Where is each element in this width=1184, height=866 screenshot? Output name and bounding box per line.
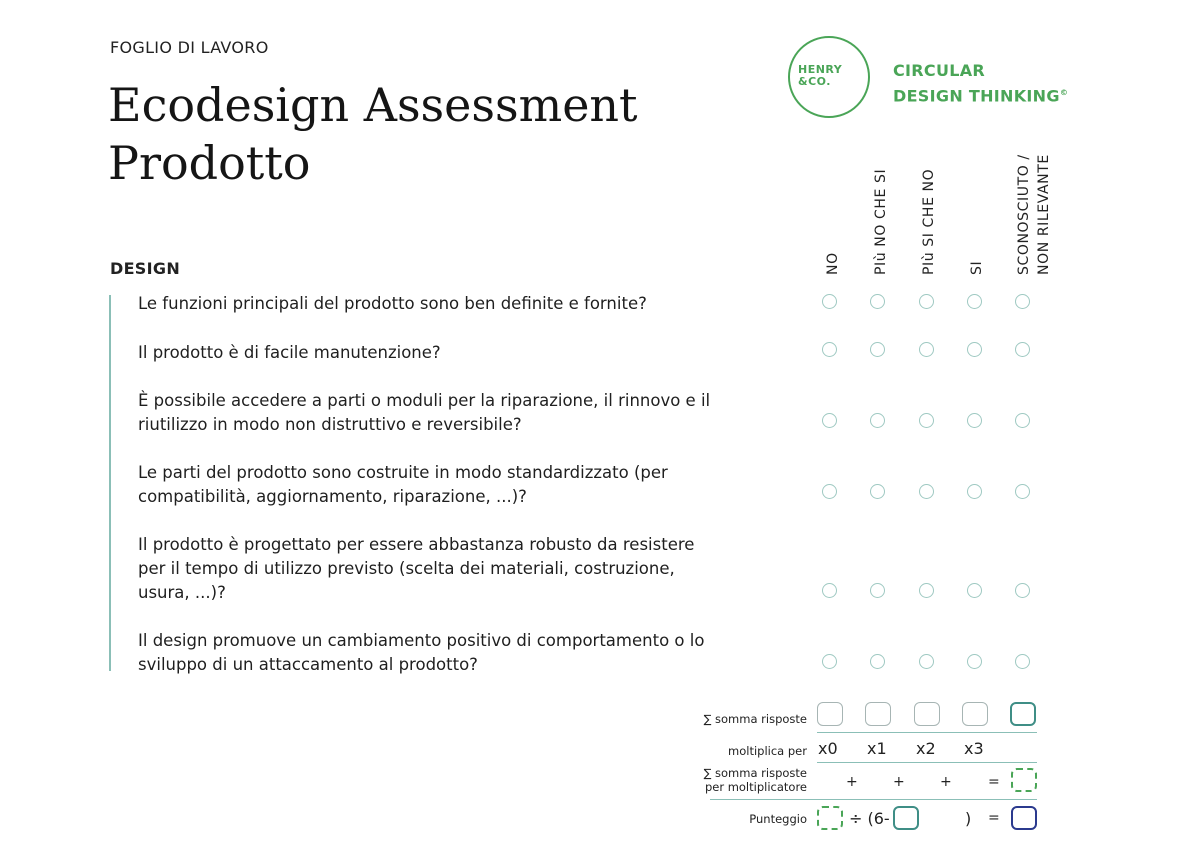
logo-line-1: HENRY (798, 63, 843, 76)
copyright-mark: © (1059, 88, 1069, 97)
q6-radio-piu-si-che-no[interactable] (919, 654, 934, 669)
column-header-sconosciuto-line-1: SCONOSCIUTO / (1016, 154, 1032, 275)
question-4 (138, 461, 768, 509)
plus-sign-3: + (940, 774, 952, 790)
q6-radio-sconosciuto[interactable] (1015, 654, 1030, 669)
final-score-box[interactable] (1011, 806, 1037, 830)
logo-line-2: &CO. (798, 75, 831, 88)
q5-radio-si[interactable] (967, 583, 982, 598)
q3-radio-si[interactable] (967, 413, 982, 428)
brand-line-2: DESIGN THINKING (893, 86, 1060, 106)
question-5-line-3: usura, ...)? (138, 583, 226, 602)
equals-sign-1: = (988, 774, 1000, 790)
scoring-divider-1 (817, 732, 1037, 733)
close-paren: ) (965, 809, 972, 828)
sum-per-multiplier-line-1: ∑ somma risposte (703, 766, 807, 780)
q1-radio-sconosciuto[interactable] (1015, 294, 1030, 309)
question-1 (138, 292, 768, 316)
equals-sign-2: = (988, 810, 1000, 826)
column-header-piu-si-che-no: PIù SI CHE NO (921, 168, 937, 275)
q1-radio-piu-no-che-si[interactable] (870, 294, 885, 309)
question-4-line-1: Le parti del prodotto sono costruite in modo standardizzato (per (138, 463, 668, 482)
sum-answers-label: ∑ somma risposte (703, 712, 807, 726)
title-line-1: Ecodesign Assessment (108, 78, 638, 132)
q2-radio-si[interactable] (967, 342, 982, 357)
question-5-line-1: Il prodotto è progettato per essere abbastanza robusto da resistere (138, 535, 695, 554)
scoring-divider-2 (817, 762, 1037, 763)
scoring-divider-3 (710, 799, 1037, 800)
column-header-sconosciuto-line-2: NON RILEVANTE (1036, 154, 1052, 275)
question-2-line-1: Il prodotto è di facile manutenzione? (138, 343, 441, 362)
multiply-label: moltiplica per (728, 744, 807, 758)
question-5-line-2: per il tempo di utilizzo previsto (scelta dei materiali, costruzione, (138, 559, 675, 578)
score-label: Punteggio (749, 812, 807, 826)
question-1-line-1: Le funzioni principali del prodotto sono ben definite e fornite? (138, 294, 647, 313)
plus-sign-2: + (893, 774, 905, 790)
multiplier-x0: x0 (818, 739, 838, 758)
q3-radio-no[interactable] (822, 413, 837, 428)
q6-radio-no[interactable] (822, 654, 837, 669)
question-3-line-2: riutilizzo in modo non distruttivo e reversibile? (138, 415, 522, 434)
column-header-no: NO (825, 252, 841, 275)
q1-radio-piu-si-che-no[interactable] (919, 294, 934, 309)
sum-box-sconosciuto[interactable] (1010, 702, 1036, 726)
q5-radio-sconosciuto[interactable] (1015, 583, 1030, 598)
brand-line-1: CIRCULAR (893, 61, 986, 80)
q6-radio-piu-no-che-si[interactable] (870, 654, 885, 669)
q3-radio-piu-si-che-no[interactable] (919, 413, 934, 428)
plus-sign-1: + (846, 774, 858, 790)
score-numerator-box[interactable] (817, 806, 843, 830)
multiplier-x3: x3 (964, 739, 984, 758)
q4-radio-piu-si-che-no[interactable] (919, 484, 934, 499)
question-3 (138, 389, 768, 437)
sum-box-piu-no-che-si[interactable] (865, 702, 891, 726)
question-5 (138, 533, 768, 605)
worksheet-label: FOGLIO DI LAVORO (110, 38, 269, 57)
question-6 (138, 629, 768, 677)
weighted-sum-box[interactable] (1011, 768, 1037, 792)
q4-radio-piu-no-che-si[interactable] (870, 484, 885, 499)
q4-radio-no[interactable] (822, 484, 837, 499)
multiplier-x1: x1 (867, 739, 887, 758)
multiplier-x2: x2 (916, 739, 936, 758)
q1-radio-no[interactable] (822, 294, 837, 309)
q6-radio-si[interactable] (967, 654, 982, 669)
score-unknown-box[interactable] (893, 806, 919, 830)
q2-radio-piu-no-che-si[interactable] (870, 342, 885, 357)
column-header-piu-no-che-si: PIù NO CHE SI (873, 168, 889, 275)
column-header-sconosciuto (1014, 15, 1054, 275)
q5-radio-no[interactable] (822, 583, 837, 598)
sum-box-no[interactable] (817, 702, 843, 726)
column-header-si: SI (969, 260, 985, 275)
sum-box-si[interactable] (962, 702, 988, 726)
divide-open: ÷ (6- (849, 809, 890, 828)
section-title: DESIGN (110, 259, 181, 278)
sum-per-multiplier-label (620, 766, 807, 794)
section-divider-bar (109, 295, 111, 671)
sum-box-piu-si-che-no[interactable] (914, 702, 940, 726)
q1-radio-si[interactable] (967, 294, 982, 309)
title-line-2: Prodotto (108, 136, 311, 190)
question-4-line-2: compatibilità, aggiornamento, riparazione, ...)? (138, 487, 527, 506)
q4-radio-sconosciuto[interactable] (1015, 484, 1030, 499)
q5-radio-piu-si-che-no[interactable] (919, 583, 934, 598)
question-2 (138, 341, 768, 365)
question-6-line-1: Il design promuove un cambiamento positivo di comportamento o lo (138, 631, 705, 650)
q2-radio-no[interactable] (822, 342, 837, 357)
q2-radio-piu-si-che-no[interactable] (919, 342, 934, 357)
question-3-line-1: È possibile accedere a parti o moduli per la riparazione, il rinnovo e il (138, 391, 711, 410)
q4-radio-si[interactable] (967, 484, 982, 499)
q3-radio-sconosciuto[interactable] (1015, 413, 1030, 428)
question-6-line-2: sviluppo di un attaccamento al prodotto? (138, 655, 478, 674)
q2-radio-sconosciuto[interactable] (1015, 342, 1030, 357)
page-title (108, 76, 728, 192)
sum-per-multiplier-line-2: per moltiplicatore (704, 780, 807, 794)
q5-radio-piu-no-che-si[interactable] (870, 583, 885, 598)
q3-radio-piu-no-che-si[interactable] (870, 413, 885, 428)
